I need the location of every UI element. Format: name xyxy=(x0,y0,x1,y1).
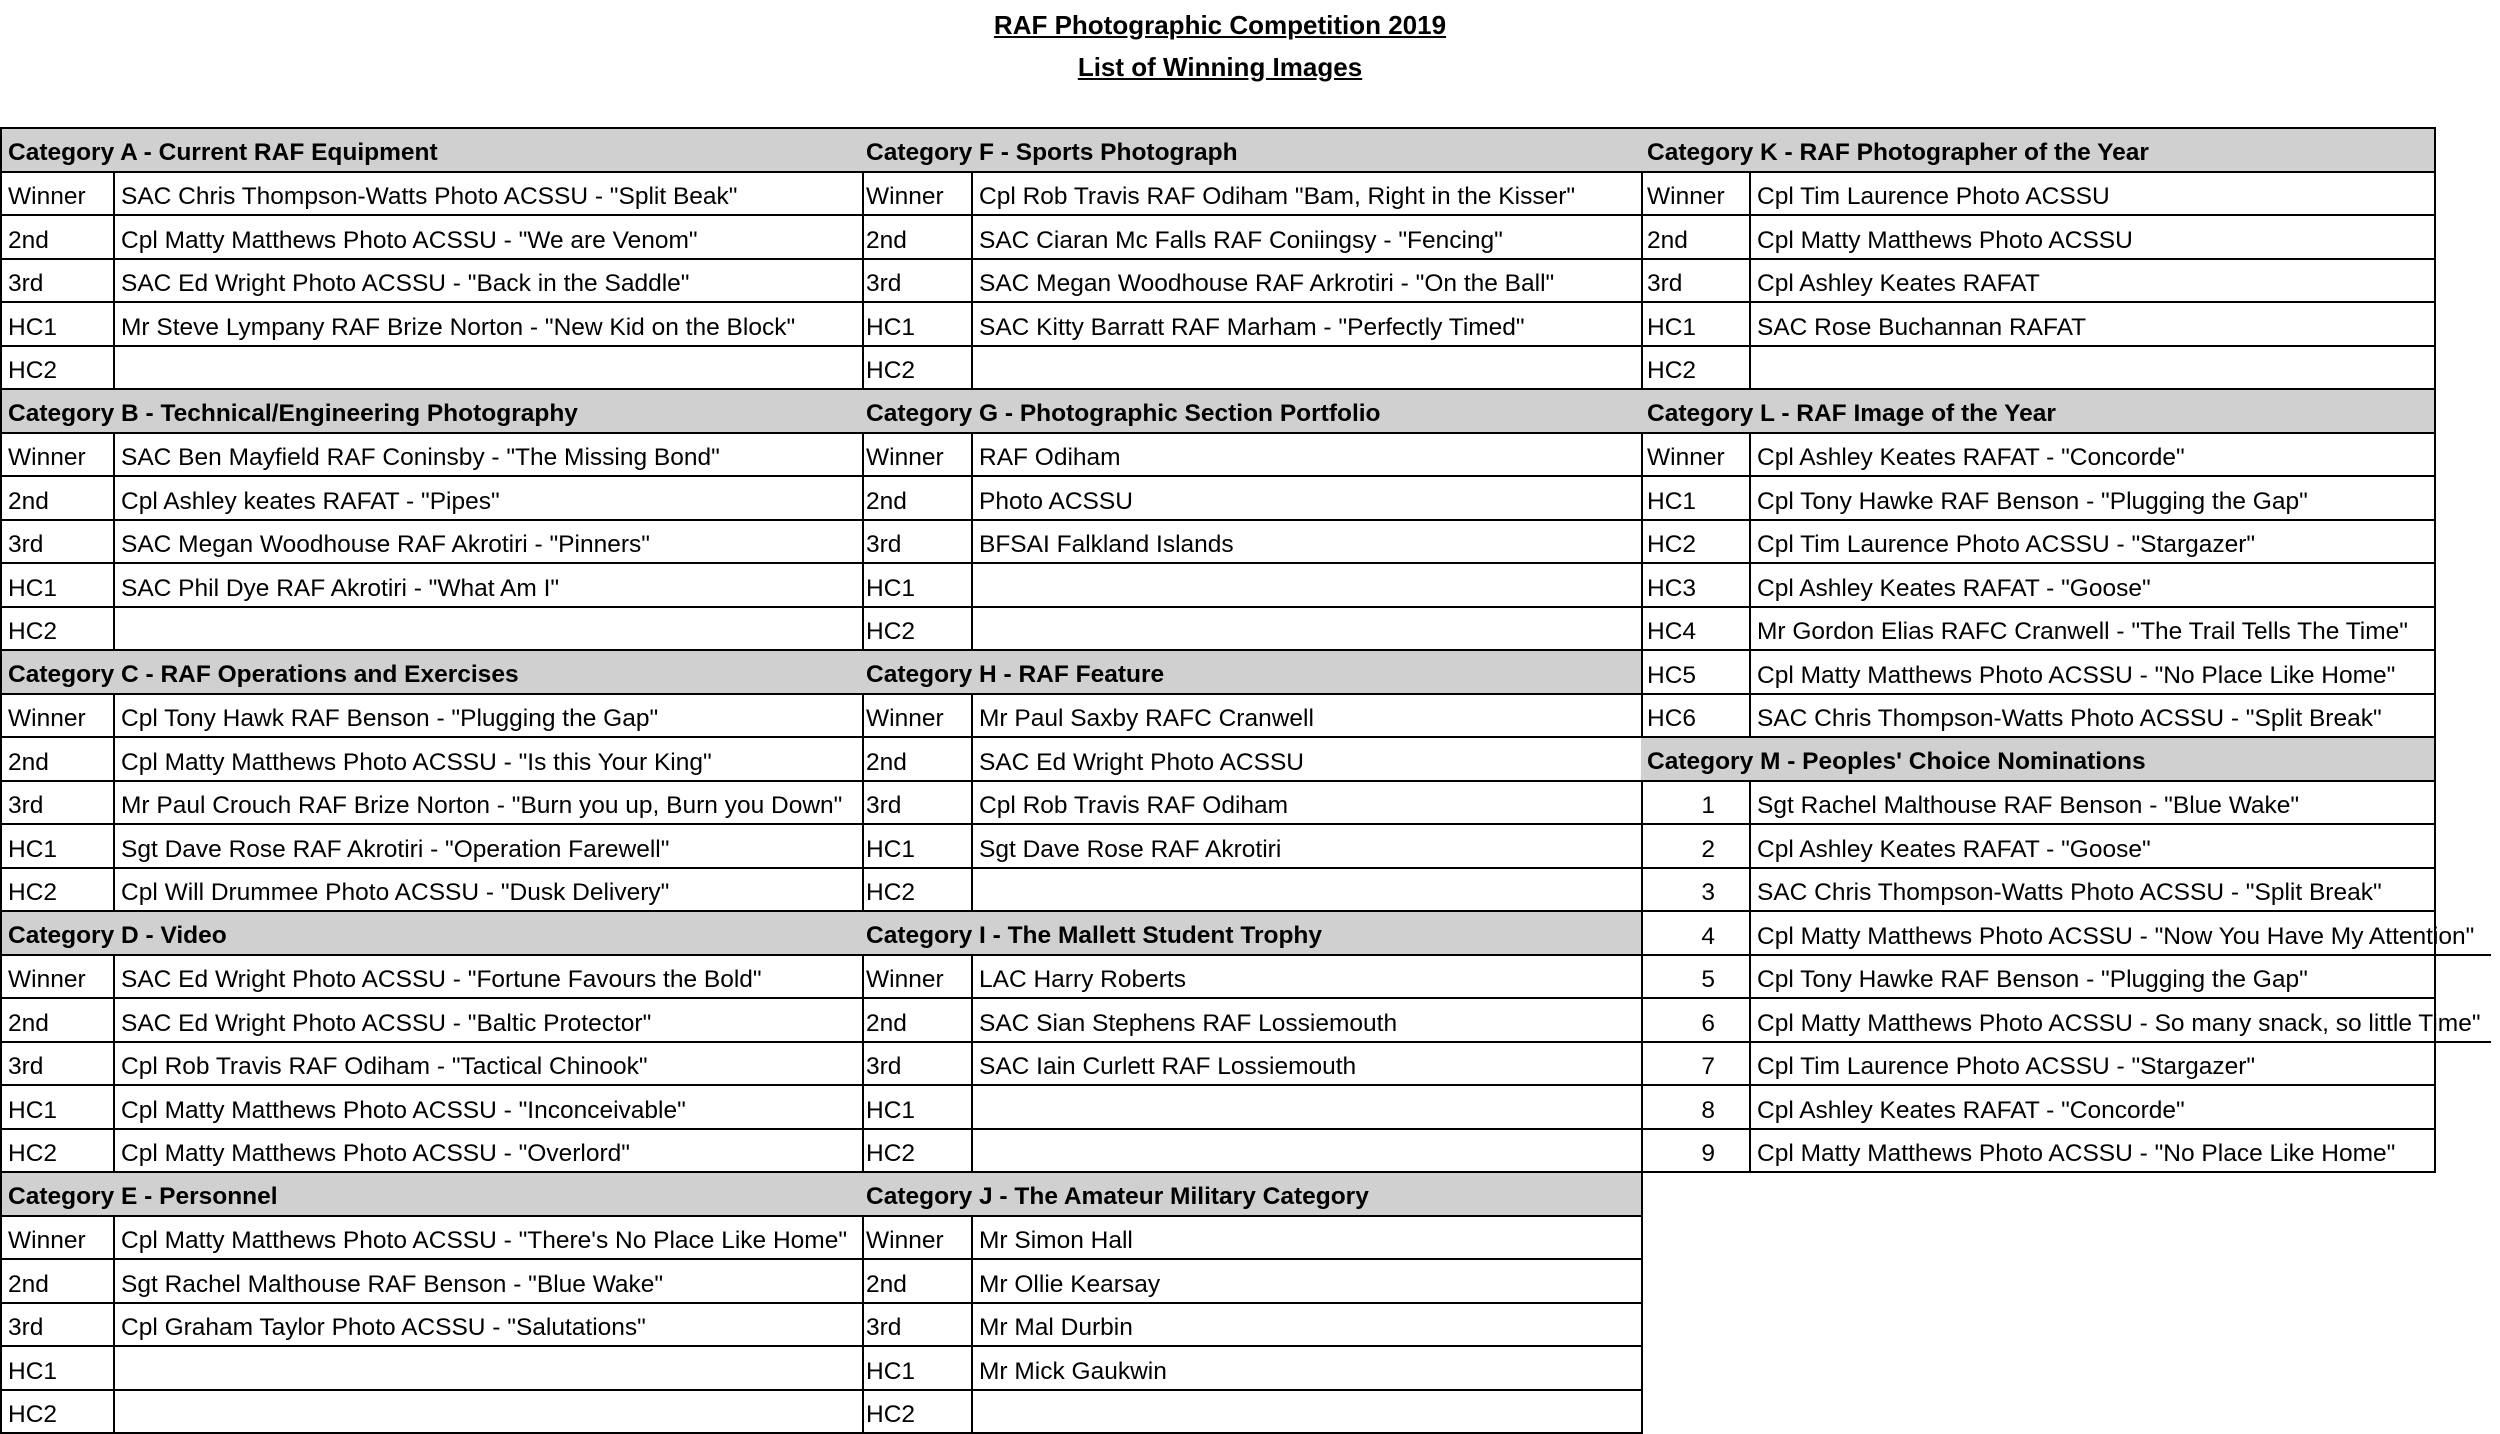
table-row xyxy=(860,869,1641,913)
placement-label: HC1 xyxy=(2,303,115,345)
entry-value: Cpl Tony Hawk RAF Benson - "Plugging the Gap" xyxy=(115,692,658,737)
table-row xyxy=(860,434,1641,478)
table-row xyxy=(2,477,862,521)
category-title: Category I - The Mallett Student Trophy xyxy=(860,922,1322,954)
table-row xyxy=(1641,564,2434,608)
table-row xyxy=(2,738,862,782)
entry-value xyxy=(1751,344,1757,389)
table-row xyxy=(2,303,862,347)
category-header xyxy=(860,129,1641,173)
entry-value: SAC Ed Wright Photo ACSSU - "Baltic Protector" xyxy=(115,996,651,1041)
entry-value: SAC Megan Woodhouse RAF Arkrotiri - "On the Ball" xyxy=(973,257,1554,302)
entry-value: Mr Gordon Elias RAFC Cranwell - "The Trail Tells The Time" xyxy=(1751,605,2408,650)
category-header xyxy=(1641,390,2434,434)
entry-value: Cpl Tim Laurence Photo ACSSU - "Stargazer" xyxy=(1751,518,2255,563)
category-header xyxy=(2,651,862,695)
table-row xyxy=(860,782,1641,826)
entry-value: Cpl Matty Matthews Photo ACSSU - "There's No Place Like Home" xyxy=(115,1214,847,1259)
table-row xyxy=(1641,521,2434,565)
category-title: Category B - Technical/Engineering Photography xyxy=(2,400,578,432)
entry-value: Photo ACSSU xyxy=(973,474,1133,519)
table-row xyxy=(1641,869,2434,913)
entry-value xyxy=(115,344,121,389)
entry-value: SAC Kitty Barratt RAF Marham - "Perfectly Timed" xyxy=(973,300,1525,345)
table-row xyxy=(860,521,1641,565)
entry-value: Cpl Tim Laurence Photo ACSSU - "Stargazer" xyxy=(1751,1040,2255,1085)
entry-value: Cpl Rob Travis RAF Odiham - "Tactical Chinook" xyxy=(115,1040,648,1085)
column-middle xyxy=(860,127,1643,1434)
table-row xyxy=(2,521,862,565)
entry-value: SAC Ciaran Mc Falls RAF Coniingsy - "Fencing" xyxy=(973,213,1503,258)
entry-value: SAC Chris Thompson-Watts Photo ACSSU - "Split Break" xyxy=(1751,692,2382,737)
table-row xyxy=(2,1043,862,1087)
entry-value: Mr Mick Gaukwin xyxy=(973,1344,1167,1389)
entry-value: SAC Ed Wright Photo ACSSU - "Back in the Saddle" xyxy=(115,257,689,302)
placement-label: 3rd xyxy=(2,1304,115,1346)
entry-value: Mr Paul Crouch RAF Brize Norton - "Burn you up, Burn you Down" xyxy=(115,779,842,824)
entry-value: Cpl Ashley Keates RAFAT - "Goose" xyxy=(1751,561,2151,606)
table-row xyxy=(1641,173,2434,217)
table-row xyxy=(860,1043,1641,1087)
table-row xyxy=(860,173,1641,217)
table-row xyxy=(860,1130,1641,1174)
placement-label: Winner xyxy=(2,173,115,215)
nomination-number: 7 xyxy=(1641,1043,1751,1085)
column-right xyxy=(1641,127,2436,1173)
entry-value: Sgt Dave Rose RAF Akrotiri xyxy=(973,822,1281,867)
table-row xyxy=(860,825,1641,869)
placement-label: 2nd xyxy=(860,1260,973,1302)
placement-label: Winner xyxy=(2,1217,115,1259)
entry-value: Cpl Rob Travis RAF Odiham "Bam, Right in the Kisser" xyxy=(973,170,1575,215)
category-title: Category K - RAF Photographer of the Year xyxy=(1641,139,2149,171)
placement-label: HC2 xyxy=(2,1391,115,1433)
entry-value: Sgt Rachel Malthouse RAF Benson - "Blue Wake" xyxy=(115,1257,663,1302)
table-row xyxy=(2,347,862,391)
placement-label: HC2 xyxy=(860,608,973,650)
entry-value: Cpl Matty Matthews Photo ACSSU - "No Place Like Home" xyxy=(1751,1127,2395,1172)
entry-value: Cpl Ashley keates RAFAT - "Pipes" xyxy=(115,474,500,519)
placement-label: 3rd xyxy=(860,1043,973,1085)
entry-value: RAF Odiham xyxy=(973,431,1121,476)
table-row xyxy=(860,303,1641,347)
table-row xyxy=(1641,303,2434,347)
table-row xyxy=(860,1391,1641,1434)
table-row xyxy=(2,1086,862,1130)
table-row xyxy=(1641,1043,2434,1087)
placement-label: 2nd xyxy=(1641,216,1751,258)
placement-label: HC1 xyxy=(2,825,115,867)
nomination-number: 2 xyxy=(1641,825,1751,867)
placement-label: HC1 xyxy=(2,1086,115,1128)
nomination-number: 3 xyxy=(1641,869,1751,911)
entry-value: Cpl Matty Matthews Photo ACSSU - "Inconceivable" xyxy=(115,1083,686,1128)
placement-label: Winner xyxy=(860,1217,973,1259)
column-left xyxy=(0,127,864,1434)
placement-label: 2nd xyxy=(2,999,115,1041)
entry-value xyxy=(973,1083,979,1128)
table-row xyxy=(2,999,862,1043)
placement-label: Winner xyxy=(860,434,973,476)
table-row xyxy=(2,1217,862,1261)
table-row xyxy=(1641,1086,2434,1130)
nomination-number: 1 xyxy=(1641,782,1751,824)
nomination-number: 6 xyxy=(1641,999,1751,1041)
placement-label: 3rd xyxy=(860,521,973,563)
nomination-number: 9 xyxy=(1641,1130,1751,1172)
category-header xyxy=(2,912,862,956)
entry-value: Mr Mal Durbin xyxy=(973,1301,1133,1346)
placement-label: HC2 xyxy=(1641,347,1751,389)
table-row xyxy=(2,825,862,869)
table-row xyxy=(860,695,1641,739)
entry-value: Cpl Ashley Keates RAFAT - "Concorde" xyxy=(1751,1083,2185,1128)
placement-label: HC1 xyxy=(2,1347,115,1389)
entry-value: Cpl Ashley Keates RAFAT - "Concorde" xyxy=(1751,431,2185,476)
table-row xyxy=(2,1391,862,1434)
entry-value: Mr Ollie Kearsay xyxy=(973,1257,1160,1302)
table-row xyxy=(1641,825,2434,869)
table-row xyxy=(1641,999,2491,1043)
entry-value: SAC Ben Mayfield RAF Coninsby - "The Missing Bond" xyxy=(115,431,720,476)
entry-value: Cpl Tim Laurence Photo ACSSU xyxy=(1751,170,2110,215)
entry-value xyxy=(115,1344,121,1389)
placement-label: HC1 xyxy=(860,1086,973,1128)
placement-label: Winner xyxy=(2,695,115,737)
table-row xyxy=(860,1260,1641,1304)
placement-label: 2nd xyxy=(2,477,115,519)
category-title: Category F - Sports Photograph xyxy=(860,139,1238,171)
table-row xyxy=(860,1304,1641,1348)
placement-label: Winner xyxy=(860,956,973,998)
placement-label: HC2 xyxy=(2,347,115,389)
table-row xyxy=(1641,912,2491,956)
placement-label: HC2 xyxy=(2,869,115,911)
category-title: Category J - The Amateur Military Category xyxy=(860,1183,1369,1215)
placement-label: HC1 xyxy=(860,825,973,867)
entry-value: Sgt Rachel Malthouse RAF Benson - "Blue Wake" xyxy=(1751,779,2299,824)
nomination-number: 8 xyxy=(1641,1086,1751,1128)
entry-value: SAC Phil Dye RAF Akrotiri - "What Am I" xyxy=(115,561,559,606)
category-header xyxy=(860,390,1641,434)
entry-value xyxy=(973,1127,979,1172)
table-row xyxy=(2,1347,862,1391)
placement-label: 2nd xyxy=(860,738,973,780)
placement-label: 3rd xyxy=(2,521,115,563)
table-row xyxy=(2,782,862,826)
entry-value: SAC Megan Woodhouse RAF Akrotiri - "Pinners" xyxy=(115,518,650,563)
entry-value: Cpl Matty Matthews Photo ACSSU - So many snack, so little Time" xyxy=(1751,996,2481,1041)
table-row xyxy=(1641,434,2434,478)
placement-label: 2nd xyxy=(860,216,973,258)
table-row xyxy=(2,564,862,608)
entry-value: SAC Iain Curlett RAF Lossiemouth xyxy=(973,1040,1356,1085)
table-row xyxy=(860,1217,1641,1261)
placement-label: HC2 xyxy=(860,347,973,389)
table-row xyxy=(2,956,862,1000)
table-row xyxy=(1641,1130,2434,1174)
placement-label: 3rd xyxy=(1641,260,1751,302)
placement-label: Winner xyxy=(860,173,973,215)
entry-value: SAC Chris Thompson-Watts Photo ACSSU - "Split Break" xyxy=(1751,866,2382,911)
entry-value: Sgt Dave Rose RAF Akrotiri - "Operation Farewell" xyxy=(115,822,669,867)
table-row xyxy=(1641,608,2434,652)
entry-value: BFSAI Falkland Islands xyxy=(973,518,1234,563)
entry-value xyxy=(973,866,979,911)
category-title: Category C - RAF Operations and Exercises xyxy=(2,661,519,693)
placement-label: HC2 xyxy=(860,1391,973,1433)
table-row xyxy=(1641,782,2434,826)
entry-value: Cpl Rob Travis RAF Odiham xyxy=(973,779,1288,824)
placement-label: HC2 xyxy=(1641,521,1751,563)
entry-value: Cpl Will Drummee Photo ACSSU - "Dusk Delivery" xyxy=(115,866,669,911)
placement-label: HC1 xyxy=(860,303,973,345)
table-row xyxy=(1641,260,2434,304)
category-title: Category H - RAF Feature xyxy=(860,661,1164,693)
placement-label: Winner xyxy=(860,695,973,737)
placement-label: HC2 xyxy=(2,1130,115,1172)
table-row xyxy=(1641,347,2434,391)
table-row xyxy=(1641,651,2434,695)
entry-value: Cpl Tony Hawke RAF Benson - "Plugging the Gap" xyxy=(1751,953,2308,998)
entry-value: SAC Chris Thompson-Watts Photo ACSSU - "Split Beak" xyxy=(115,170,738,215)
placement-label: 2nd xyxy=(2,216,115,258)
category-header xyxy=(1641,129,2434,173)
entry-value: SAC Sian Stephens RAF Lossiemouth xyxy=(973,996,1397,1041)
table-row xyxy=(860,956,1641,1000)
table-row xyxy=(2,434,862,478)
table-row xyxy=(1641,216,2434,260)
entry-value: Cpl Tony Hawke RAF Benson - "Plugging the Gap" xyxy=(1751,474,2308,519)
table-row xyxy=(860,1347,1641,1391)
placement-label: HC2 xyxy=(860,869,973,911)
placement-label: HC6 xyxy=(1641,695,1751,737)
category-title: Category L - RAF Image of the Year xyxy=(1641,400,2056,432)
entry-value: Cpl Matty Matthews Photo ACSSU - "No Place Like Home" xyxy=(1751,648,2395,693)
table-row xyxy=(2,869,862,913)
category-header xyxy=(860,1173,1641,1217)
placement-label: HC1 xyxy=(860,1347,973,1389)
table-row xyxy=(860,999,1641,1043)
entry-value: Cpl Matty Matthews Photo ACSSU - "Is this Your King" xyxy=(115,735,712,780)
placement-label: 3rd xyxy=(2,260,115,302)
placement-label: 2nd xyxy=(860,477,973,519)
entry-value xyxy=(115,605,121,650)
table-row xyxy=(860,347,1641,391)
table-row xyxy=(2,1130,862,1174)
placement-label: 3rd xyxy=(860,782,973,824)
table-row xyxy=(860,608,1641,652)
entry-value: SAC Rose Buchannan RAFAT xyxy=(1751,300,2086,345)
table-row xyxy=(860,1086,1641,1130)
table-row xyxy=(860,477,1641,521)
table-row xyxy=(2,608,862,652)
nomination-number: 4 xyxy=(1641,912,1751,954)
table-row xyxy=(860,216,1641,260)
table-row xyxy=(2,695,862,739)
table-row xyxy=(1641,477,2434,521)
entry-value: Cpl Matty Matthews Photo ACSSU - "Now You Have My Attention" xyxy=(1751,909,2474,954)
placement-label: HC4 xyxy=(1641,608,1751,650)
placement-label: 3rd xyxy=(860,260,973,302)
category-title: Category E - Personnel xyxy=(2,1183,278,1215)
page-subtitle: List of Winning Images xyxy=(0,52,2440,83)
placement-label: Winner xyxy=(1641,173,1751,215)
entry-value: LAC Harry Roberts xyxy=(973,953,1186,998)
placement-label: Winner xyxy=(2,956,115,998)
table-row xyxy=(2,173,862,217)
placement-label: HC1 xyxy=(1641,477,1751,519)
table-row xyxy=(2,1304,862,1348)
entry-value: Mr Paul Saxby RAFC Cranwell xyxy=(973,692,1314,737)
placement-label: 2nd xyxy=(860,999,973,1041)
placement-label: HC1 xyxy=(860,564,973,606)
placement-label: 2nd xyxy=(2,738,115,780)
category-title: Category A - Current RAF Equipment xyxy=(2,139,438,171)
table-row xyxy=(1641,956,2434,1000)
category-header xyxy=(1641,738,2434,782)
entry-value: Mr Steve Lympany RAF Brize Norton - "New Kid on the Block" xyxy=(115,300,795,345)
entry-value xyxy=(973,561,979,606)
placement-label: 2nd xyxy=(2,1260,115,1302)
entry-value xyxy=(973,605,979,650)
table-row xyxy=(860,564,1641,608)
table-row xyxy=(1641,695,2434,739)
table-row xyxy=(2,1260,862,1304)
placement-label: 3rd xyxy=(2,782,115,824)
placement-label: Winner xyxy=(1641,434,1751,476)
placement-label: 3rd xyxy=(860,1304,973,1346)
table-row xyxy=(860,738,1641,782)
entry-value: SAC Ed Wright Photo ACSSU - "Fortune Favours the Bold" xyxy=(115,953,762,998)
entry-value: Cpl Graham Taylor Photo ACSSU - "Salutations" xyxy=(115,1301,646,1346)
category-header xyxy=(860,912,1641,956)
table-row xyxy=(860,260,1641,304)
entry-value: Cpl Matty Matthews Photo ACSSU xyxy=(1751,213,2133,258)
table-row xyxy=(2,260,862,304)
placement-label: HC3 xyxy=(1641,564,1751,606)
category-header xyxy=(2,390,862,434)
category-title: Category M - Peoples' Choice Nominations xyxy=(1641,748,2146,780)
placement-label: HC2 xyxy=(860,1130,973,1172)
placement-label: HC5 xyxy=(1641,651,1751,693)
category-title: Category G - Photographic Section Portfolio xyxy=(860,400,1381,432)
entry-value: Cpl Matty Matthews Photo ACSSU - "We are Venom" xyxy=(115,213,698,258)
table-row xyxy=(2,216,862,260)
entry-value: SAC Ed Wright Photo ACSSU xyxy=(973,735,1304,780)
placement-label: HC2 xyxy=(2,608,115,650)
placement-label: HC1 xyxy=(1641,303,1751,345)
entry-value: Cpl Ashley Keates RAFAT xyxy=(1751,257,2040,302)
category-header xyxy=(860,651,1641,695)
entry-value: Mr Simon Hall xyxy=(973,1214,1133,1259)
placement-label: 3rd xyxy=(2,1043,115,1085)
category-header xyxy=(2,1173,862,1217)
nomination-number: 5 xyxy=(1641,956,1751,998)
category-title: Category D - Video xyxy=(2,922,227,954)
entry-value xyxy=(973,344,979,389)
category-header xyxy=(2,129,862,173)
placement-label: HC1 xyxy=(2,564,115,606)
placement-label: Winner xyxy=(2,434,115,476)
page-title: RAF Photographic Competition 2019 xyxy=(0,10,2440,41)
entry-value: Cpl Ashley Keates RAFAT - "Goose" xyxy=(1751,822,2151,867)
entry-value: Cpl Matty Matthews Photo ACSSU - "Overlord" xyxy=(115,1127,630,1172)
